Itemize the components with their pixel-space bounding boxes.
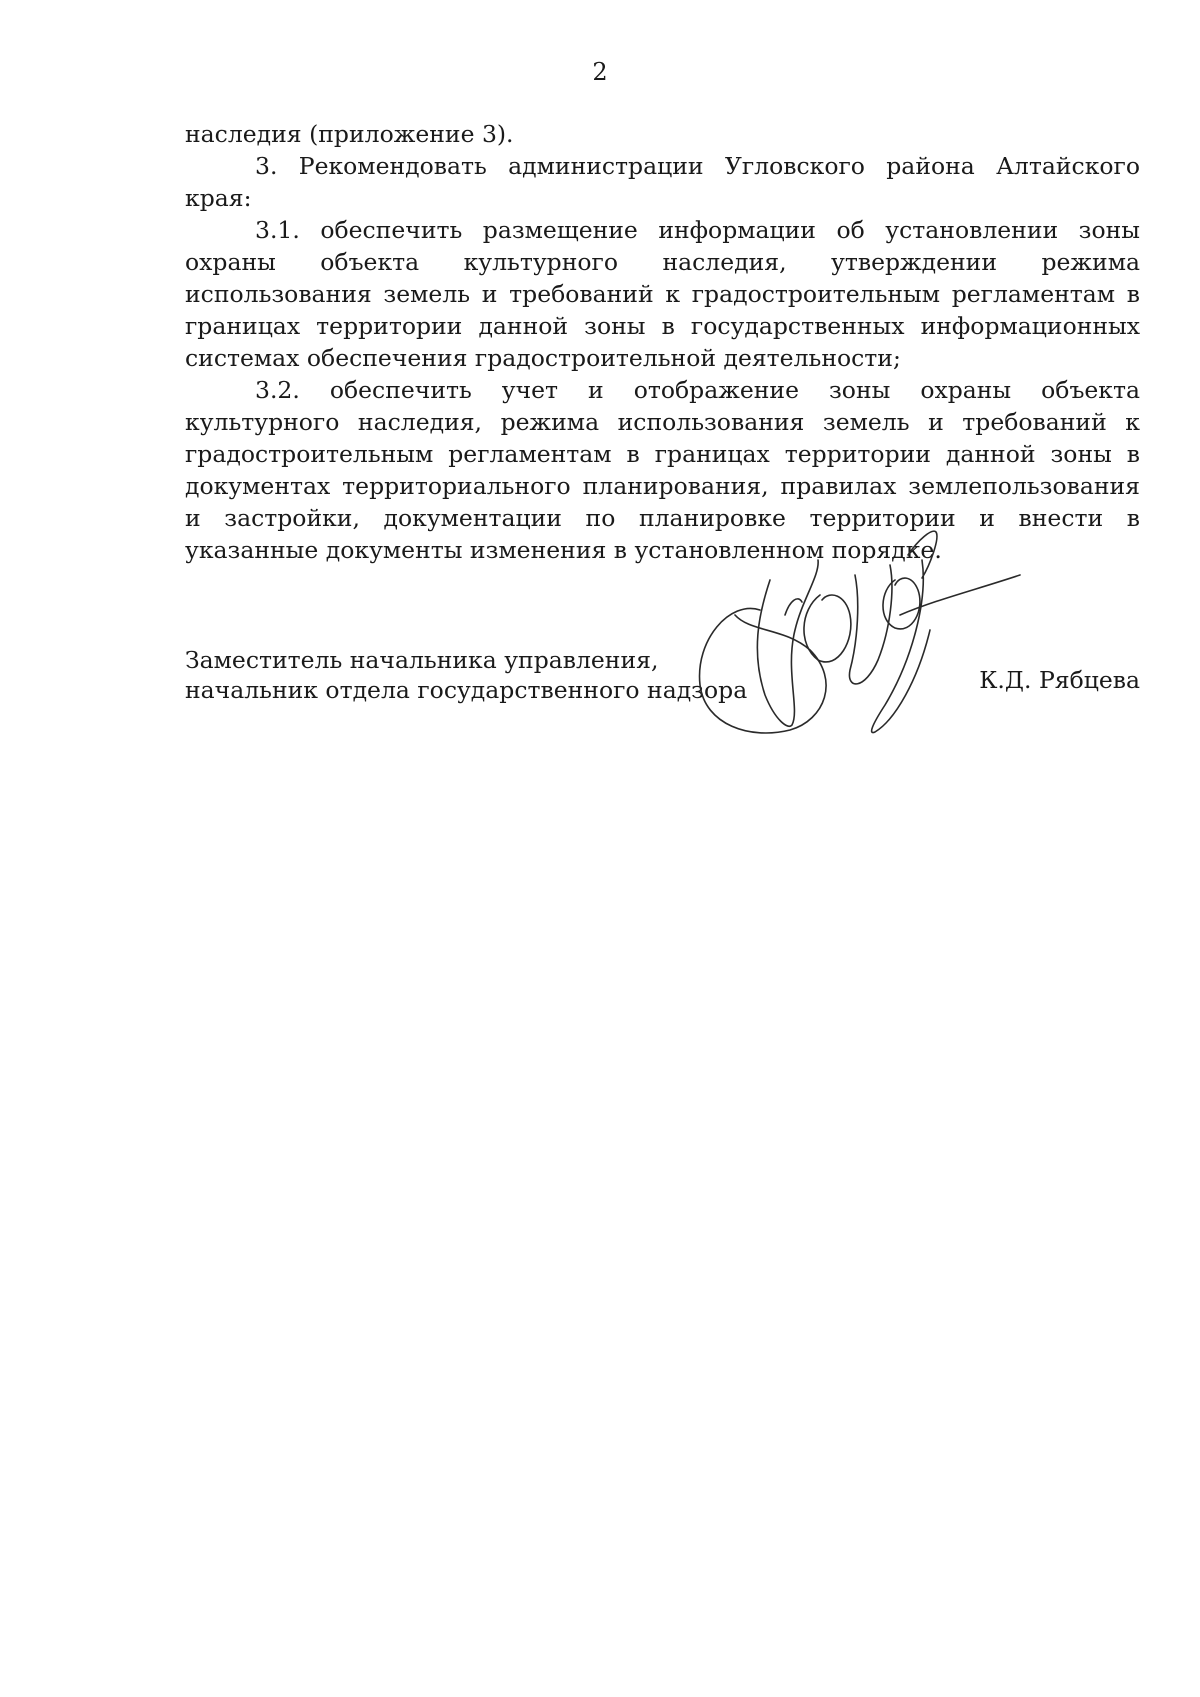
document-body [185,118,1140,566]
paragraph-continuation: наследия (приложение 3). [185,120,514,148]
paragraph-item-3: 3. Рекомендовать администрации Угловского района Алтайского края: [185,152,1140,212]
signer-name: К.Д. Рябцева [979,666,1140,694]
paragraph-item-3-2: 3.2. обеспечить учет и отображение зоны охраны объекта культурного наследия, режима использования земель и требований к градостроительным регламентам в границах территории данной зоны в документах территориального планирования, правилах землепользования и застройки, документации по планировке территории и внести в указанные документы изменения в установленном порядке. [185,376,1140,564]
handwritten-signature-icon [690,520,1030,750]
paragraph-item-3-1: 3.1. обеспечить размещение информации об установлении зоны охраны объекта культурного наследия, утверждении режима использования земель и требований к градостроительным регламентам в границах территории данной зоны в государственных информационных системах обеспечения градостроительной деятельности; [185,216,1140,372]
page-number: 2 [592,58,608,86]
signer-title-line-2: начальник отдела государственного надзора [185,676,748,704]
signer-title-line-1: Заместитель начальника управления, [185,646,659,674]
